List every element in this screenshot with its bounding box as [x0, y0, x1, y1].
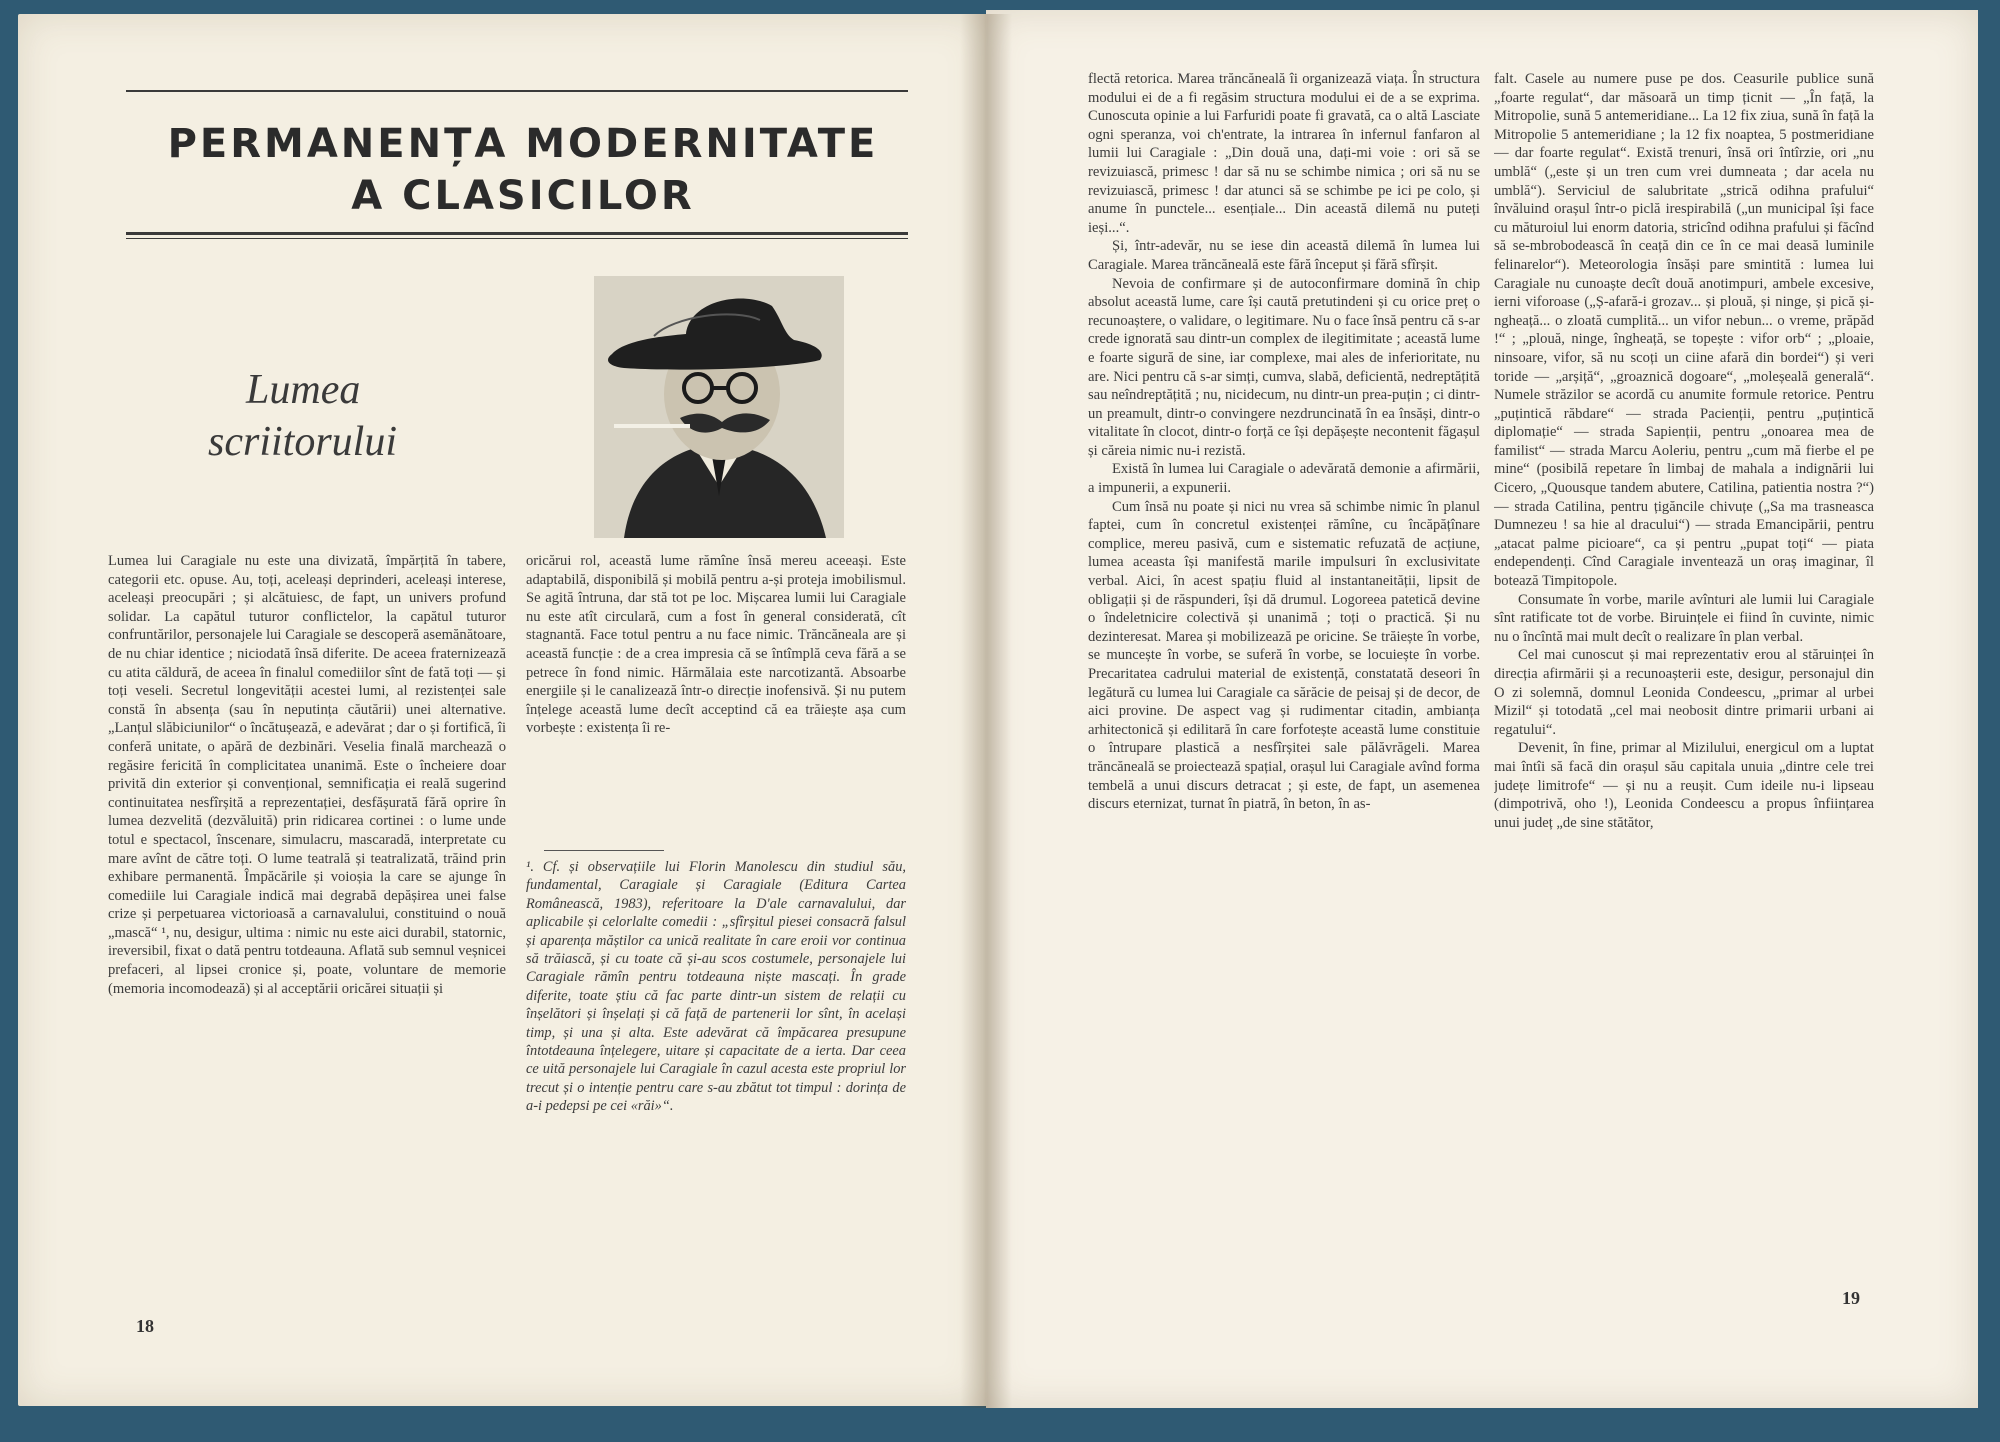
right-page — [986, 10, 1978, 1408]
paragraph: Devenit, în fine, primar al Mizilului, energicul om a luptat mai întîi să facă din orașul său capitala unuia „dintre cele trei județe limitrofe“ — și nu a reușit. Cum ideile nu-i lipseau (dimpotrivă, oho !), Leonida Condeescu a propus înființarea unui județ „de sine stătător, — [1494, 740, 1874, 831]
title-bottom-rule-thin — [126, 238, 908, 239]
paragraph: Cel mai cunoscut și mai reprezentativ erou al stăruinței în direcția afirmării și a recunoașterii este, desigur, personajul din O zi solemnă, domnul Leonida Condeescu, „primar al urbei Mizil“ și totodată „cel mai neobosit dintre primarii urbani ai regatului“. — [1494, 647, 1874, 738]
left-column-1 — [108, 552, 506, 1292]
footnote-text: ¹. Cf. și observațiile lui Florin Manolescu din studiul său, fundamental, Caragiale și Caragiale (Editura Cartea Românească, 1983), referitoare la D'ale carnavalului, dar aplicabile și celorlalte comedii : „sfîrșitul piesei consacră falsul și aparența măștilor ca unică realitate în care eroii vor continua să trăiască, și cu toate că și-au scos costumele, personajele lui Caragiale rămîn pentru totdeauna niște mascați. În grade diferite, toate știu că fac parte dintr-un sistem de relații cu înșelători și înșelați și că față de partenerii lor sînt, în același timp, și una și alta. Este adevărat că împăcarea presupune întotdeauna înțelegere, uitare și capacitate de a ierta. Dar ceea ce uită personajele lui Caragiale în cazul acesta este propriul lor trecut și o intenție pentru care s-au zbătut tot timpul : dorința de a-i pedepsi pe cei «răi»“. — [526, 859, 906, 1115]
paragraph: Consumate în vorbe, marile avînturi ale lumii lui Caragiale sînt ratificate tot de vorbe. Biruințele ei fiind în cuvinte, nimic nu o încîntă mai mult decît o realizare în plan verbal. — [1494, 591, 1874, 645]
footnote-rule — [544, 850, 664, 851]
paragraph: Cum însă nu poate și nici nu vrea să schimbe nimic în planul faptei, cum în concretul existenței rămîne, cu încăpățînare complice, mereu pasivă, cum e sistematic refuzată de acțiune, lumea aceasta își manifestă marile impulsuri în exclusivitate verbal. Aici, în acest spațiu fluid al instantaneității, lipsit de obligații și de răspunderi, își dă drumul. Logoreea patetică devine o îndeletnicire colectivă și unanimă ; toți o practică. Și nu dezinteresat. Marea și mobilizează pe oricine. Se trăiește în vorbe, se muncește în vorbe, se suferă în vorbe, se locuiește în vorbe. Precaritatea cadrului material de existență, constatată deseori în legătură cu lumea lui Caragiale ca sărăcie de peisaj și de decor, de aici provine. De aspect vag și rudimentar citadin, ambianța arhitectonică și edilitară în care forfotește această lume constituie o întrupare plastică a nesfîrșitei sale pălăvrăgeli. Marea trăncăneală se proiectează spațial, orașul lui Caragiale avînd forma tembelă a unui discurs detracat ; și este, de fapt, un asemenea discurs eternizat, turnat în piatră, în beton, în as- — [1088, 498, 1480, 813]
right-column-1 — [1088, 70, 1480, 1294]
left-page — [18, 14, 986, 1406]
paragraph: Și, într-adevăr, nu se iese din această dilemă în lumea lui Caragiale. Marea trăncăneală este fără început și fără sfîrșit. — [1088, 238, 1480, 273]
left-column-2 — [526, 552, 906, 842]
paragraph: flectă retorica. Marea trăncăneală îi organizează viața. În structura modului ei de a fi regăsim structura modului ei de a se exprima. Cunoscuta opinie a lui Farfuridi poate fi gravată, ca o altă Lasciate ogni speranza, voi ch'entrate, la intrarea în infernul fanfaron al lumii lui Caragiale : „Din două una, dați-mi voie : ori să se revizuiască, primesc ! dar să nu se schimbe nimica ; ori să nu se revizuiască, primesc ! dar atunci să se schimbe pe ici pe colo, și anume în punctele... esențiale... Din această dilemă nu puteți ieși...“. — [1088, 71, 1480, 236]
title-top-rule — [126, 90, 908, 92]
paragraph: falt. Casele au numere puse pe dos. Ceasurile publice sună „foarte regulat“, dar măsoară un timp țicnit — „În față, la Mitropolie, sună 5 antemeridiane... La 12 fix ziua, sună în față la Mitropolie 5 antemeridiane ; la 12 fix noaptea, 5 postmeridiane — dar foarte regulat“. Există trenuri, însă ori întîrzie, ori „nu umblă“ („este și un tren cum vrei dumneata ; dar acela nu umblă“). Serviciul de salubritate „strică odihna prafului“ învăluind orașul într-o piclă irespirabilă („un municipal își face cu măturoiul lui enorm datoria, stricînd odihna prafului și făcînd să se-mbrobodească în ceață din ce în ce mai deasă luminile felinarelor“). Meteorologia însăși pare smintită : lumea lui Caragiale nu cunoaște decît două anotimpuri, ambele excesive, ierni viforoase („Ș-afară-i grozav... și plouă, și ninge, și pică și-ngheață... o zloată cumplită... un vifor nebun... o vreme, prăpăd !“ ; „plouă, ninge, îngheață, se topește : vifor orb“ ; „ploaie, ninsoare, vifor, să nu scoți un ciine afară din bordei“) și veri toride — „arșiță“, „groaznică dogoare“, „moleșeală generală“. Numele străzilor se acordă cu anumite formule retorice. Pentru „puțintică răbdare“ — strada Pacienții, pentru „puțintică diplomație“ — strada Sapienții, pentru „onoarea mea de familist“ — strada Marcu Aoleriu, pentru „cum mă fierbe el pe mine“ (posibilă repetare în limbaj de mahala a indignării lui Cicero, „Quousque tandem abutere, Catilina, patientia nostra ?“) — strada Catilina, pentru țigăncile chivuțe („Sa ma trasneasca Dumnezeu ! sa hie al dracului“) — strada Emancipării, pentru „atacat palme picioare“, ca și pentru „pupat toți“ — piata endependenți. Cînd Caragiale inventează un oraș imaginar, îl botează Timpitopole. — [1494, 71, 1874, 590]
article-title-line1: PERMANENȚA MODERNITATE — [167, 121, 879, 167]
section-heading-line1: Lumea — [246, 367, 361, 413]
paragraph: oricărui rol, această lume rămîne însă mereu aceeași. Este adaptabilă, disponibilă și mobilă pentru a-și proteja imobilismul. Se agită întruna, dar stă tot pe loc. Mișcarea lumii lui Caragiale nu este atît circulară, cum a fost în general considerată, cît stagnantă. Face totul pentru a nu face nimic. Trăncăneala are și această funcție : de a crea impresia că se întîmplă ceva fără a se petrece în fond nimic. Hărmălaia este narcotizantă. Absoarbe energiile și le canalizează într-o direcție inofensivă. Și nu putem înțelege această lume decît acceptind că ea trăiește așa cum vorbește : existența îi re- — [526, 553, 906, 737]
title-bottom-rule — [126, 232, 908, 235]
footnote — [526, 858, 906, 1298]
paragraph: Lumea lui Caragiale nu este una divizată, împărțită în tabere, categorii etc. opuse. Au, toți, aceleași deprinderi, aceleași interese, aceleași preocupări ; și alcătuiesc, de fapt, un univers profund solidar. La capătul tuturor conflictelor, la capătul tuturor confruntărilor, personajele lui Caragiale se descoperă asemănătoare, de nu chiar identice ; niciodată însă diferite. De aceea fraternizează cu atita căldură, de aceea în finalul comediilor sînt de fată toți — și toți veseli. Secretul longevității acestei lumi, al rezistenței sale constă în absența (sau în neputința căutării) unei alternative. „Lanțul slăbiciunilor“ o încătușează, e adevărat ; dar o și fortifică, îi conferă unitate, o apără de dezbinări. Veselia finală marchează o regăsire fericită în complicitatea unanimă. Este o încheiere doar privită din exterior și convențional, semnificația ei reală sugerind continuitatea nesfîrșită a reprezentației, desfășurată fără oprire în lumea dezvelită (dezvăluită) prin ridicarea cortinei : o lume unde totul e spectacol, înscenare, simulacru, mascaradă, interpretate cu mare avînt de către toți. O lume teatrală și teatralizată, trăind prin exhibare permanentă. Împăcările și voioșia la care se ajunge în comediile lui Caragiale indică mai degrabă depășirea unei false crize și perpetuarea victorioasă a carnavalului, constituind o nouă „mască“ ¹, nu, desigur, ultima : nimic nu este aici durabil, statornic, ireversibil, fixat o dată pentru totdeauna. Aflată sub semnul veșnicei prefaceri, al lipsei cronice și, poate, voluntare de memorie (memoria incomodează) și al acceptării oricărei situații și — [108, 553, 506, 997]
book-gutter — [960, 14, 1012, 1408]
page-number-right: 19 — [1842, 1288, 1860, 1308]
paragraph: Există în lumea lui Caragiale o adevărată demonie a afirmării, a impunerii, a expunerii. — [1088, 461, 1480, 497]
section-heading — [208, 364, 468, 468]
article-title-line2: A CLASICILOR — [351, 173, 695, 219]
page-number-left: 18 — [136, 1316, 154, 1336]
right-column-2 — [1494, 70, 1874, 1294]
caragiale-portrait-image — [594, 276, 844, 538]
paragraph: Nevoia de confirmare și de autoconfirmare domină în chip absolut această lume, care își caută pretutindeni și cu orice preț o recunoaștere, o validare, o legitimare. Nu o face însă pentru că s-ar crede ignorată sau dintr-un complex de ilegitimitate ; această lume e foarte sigură de sine, iar complexe, mai ales de inferioritate, nu are. Nici pentru că s-ar simți, cumva, slabă, deficientă, nedreptățită sau neîndreptățită ; nu, nicidecum, nu dintr-un prea-puțin ; ci dintr-un preamult, dintr-o convingere nezdruncinată în ea însăși, dintr-o vitalitate în clocot, dintr-o forță ce își depășește necontenit făgașul și căreia nimic nu-i rezistă. — [1088, 275, 1480, 459]
section-heading-line2: scriitorului — [208, 419, 398, 465]
